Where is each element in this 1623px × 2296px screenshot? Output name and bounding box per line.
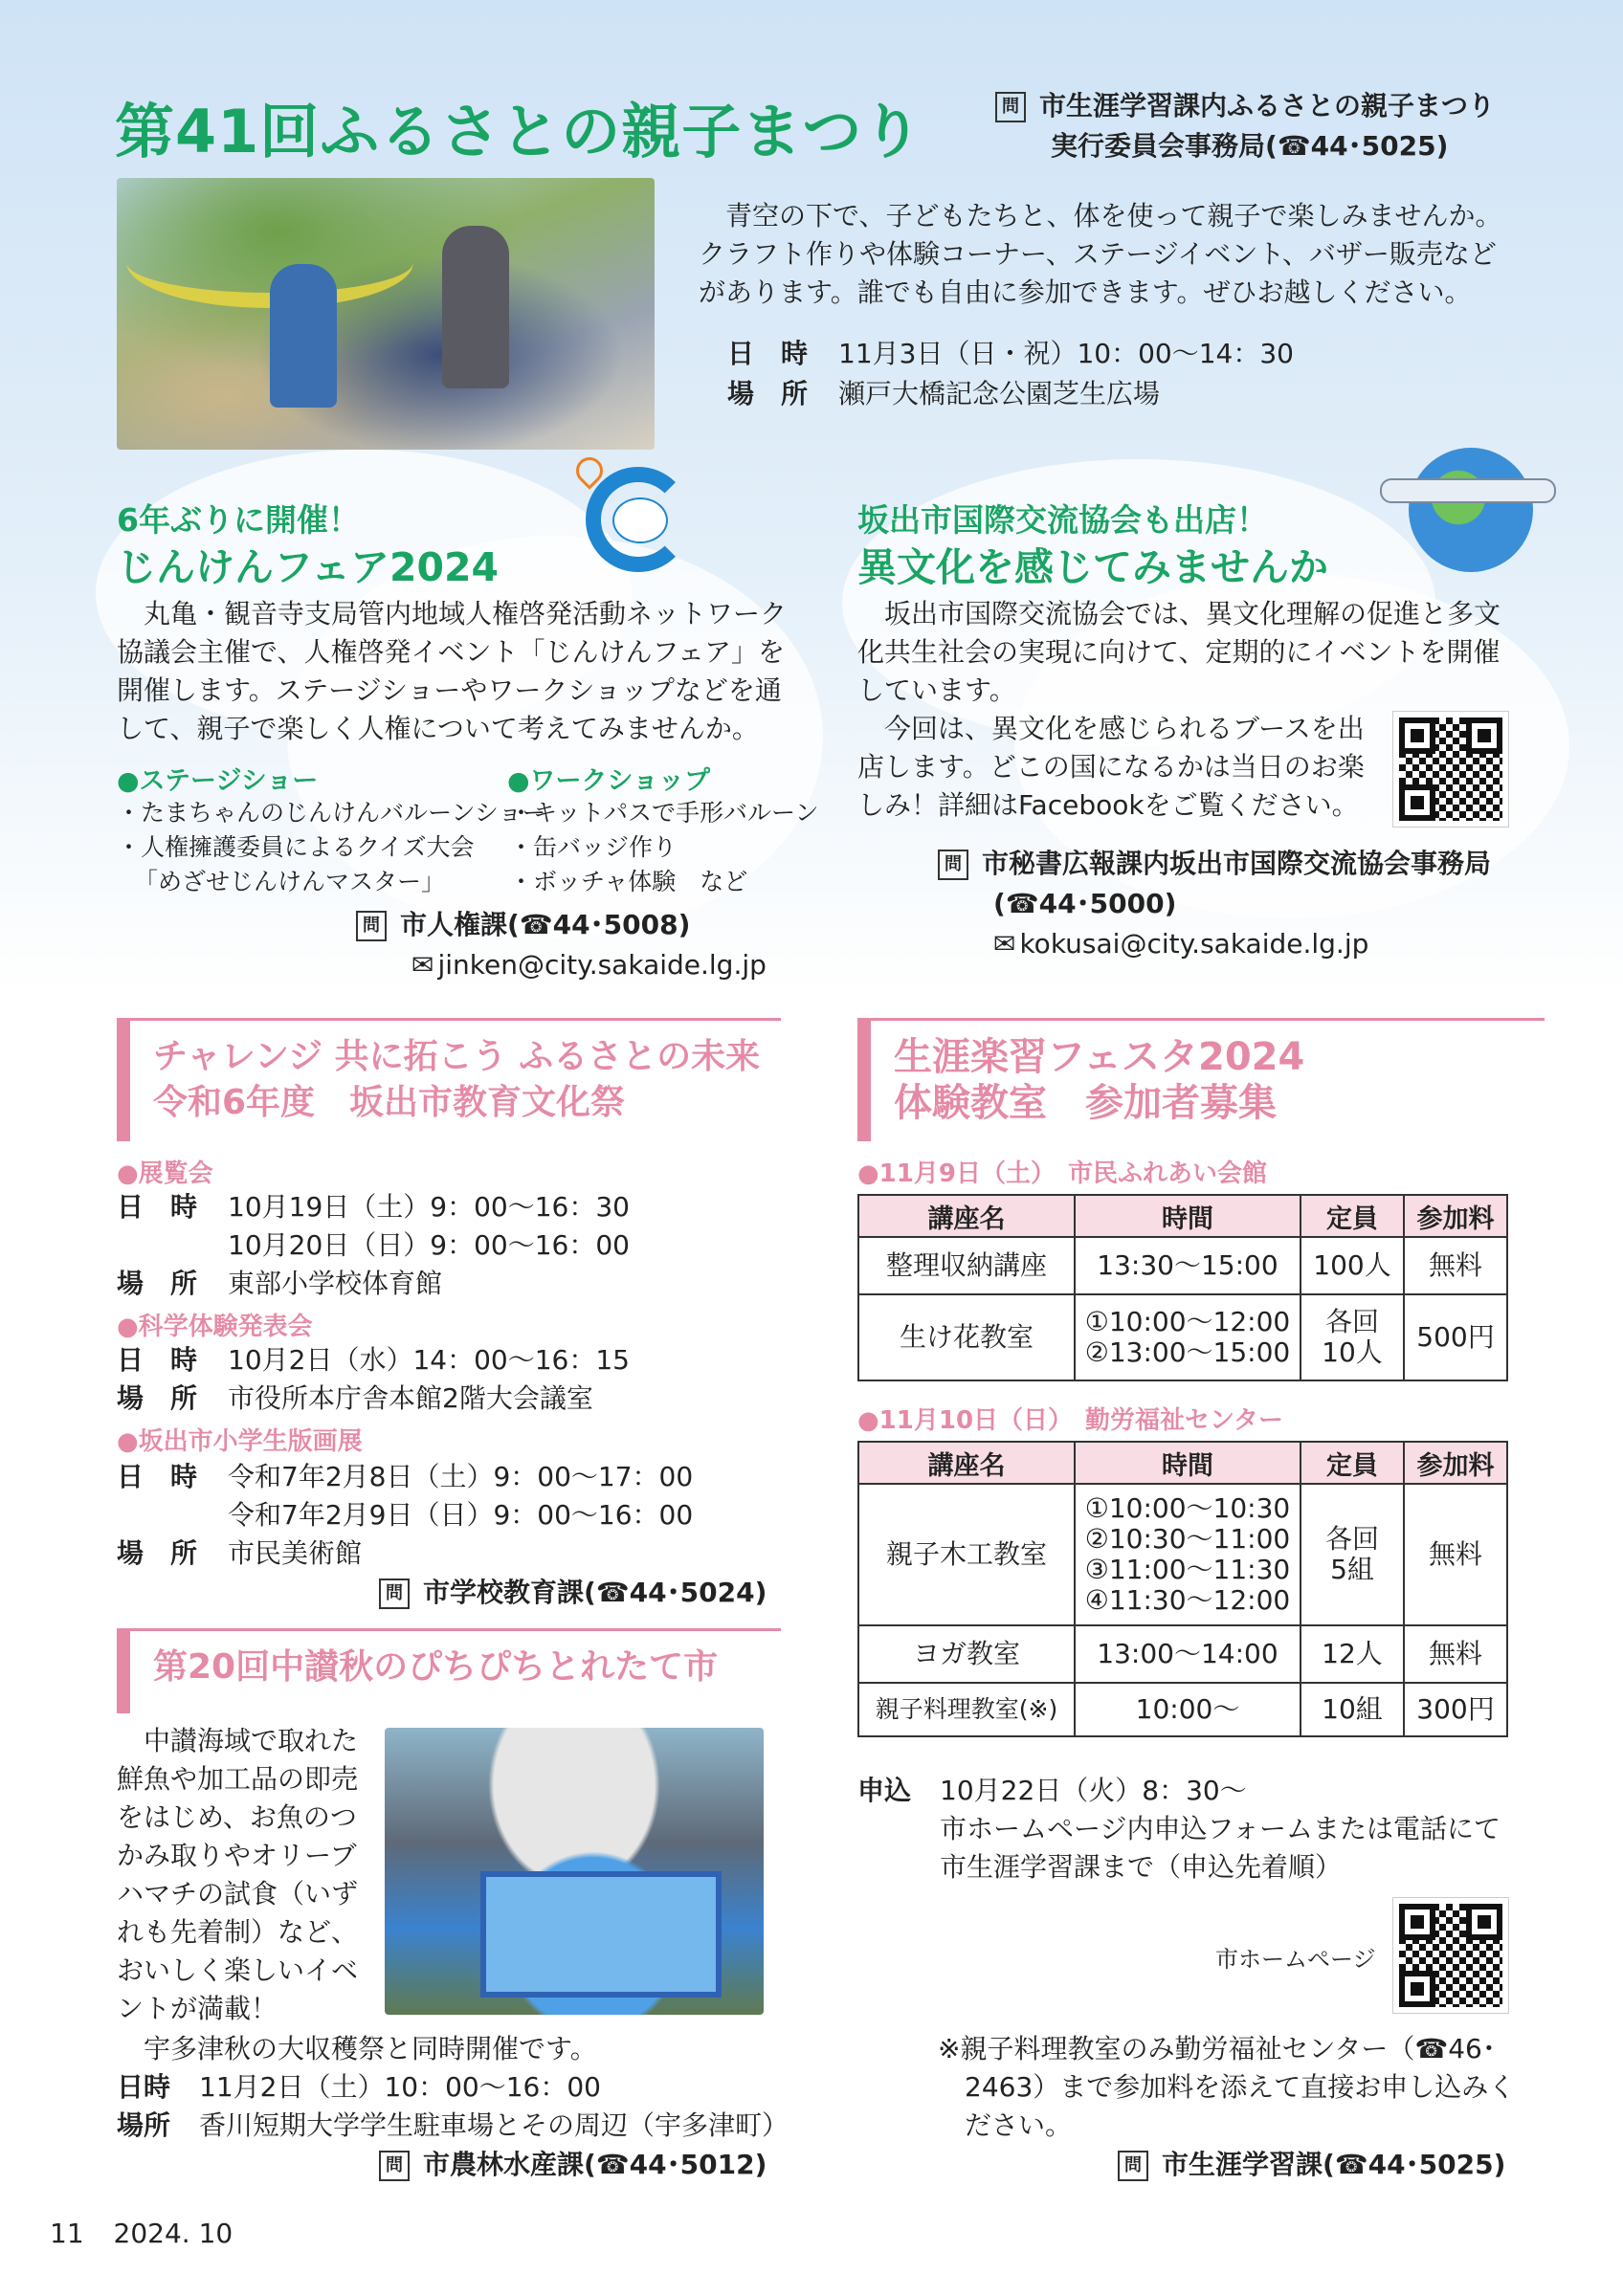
- homepage-qr-code[interactable]: [1393, 1898, 1508, 2013]
- matsuri-contact: 問 市生涯学習課内ふるさとの親子まつり 実行委員会事務局(☎44･5025): [995, 86, 1495, 166]
- facebook-qr-code[interactable]: [1393, 712, 1508, 827]
- festa-contact: 問 市生涯学習課(☎44･5025): [1118, 2145, 1505, 2185]
- festa-day2-table: [857, 1441, 1508, 1737]
- table-header: 参加料: [1404, 1442, 1507, 1484]
- page-footer: [50, 2218, 233, 2249]
- contact-badge: 問: [938, 850, 968, 880]
- table-row: 親子料理教室(※) 10:00～ 10組 300円: [858, 1683, 1507, 1736]
- kokusai-description-2: 今回は、異文化を感じられるブースを出店します。どこの国になるかは当日のお楽しみ！詳細はFacebookをご覧ください。: [857, 713, 1365, 821]
- list-item: ・たまちゃんのじんけんバルーンショー: [117, 799, 546, 827]
- bunka-contact: 問 市学校教育課(☎44･5024): [379, 1573, 767, 1613]
- contact-badge: 問: [379, 1578, 410, 1609]
- matsuri-place: 場 所 瀬戸大橋記念公園芝生広場: [727, 378, 1161, 409]
- print-place: 場 所 市民美術館: [117, 1537, 363, 1569]
- jinken-title: じんけんフェア2024: [117, 544, 500, 590]
- matsuri-description: 青空の下で、子どもたちと、体を使って親子で楽しみませんか。クラフト作りや体験コーナー、ステージイベント、バザー販売などがあります。誰でも自由に参加できます。ぜひお越しください。: [699, 200, 1502, 308]
- ichi-description: 中讃海域で取れた 鮮魚や加工品の即売 をはじめ、お魚のつ かみ取りやオリーブ ハマチの試食（いず れも先着制）など、 おいしく楽しいイベ ントが満載！: [117, 1725, 359, 2024]
- table-header: 時間: [1075, 1195, 1301, 1237]
- festa-apply-method: 市ホームページ内申込フォームまたは電話にて: [940, 1813, 1501, 1844]
- table-header: 定員: [1301, 1195, 1404, 1237]
- market-photo: [385, 1728, 764, 2015]
- jinken-description: 丸亀・観音寺支局管内地域人権啓発活動ネットワーク協議会主催で、人権啓発イベント「じんけんフェア」を開催します。ステージショーやワークショップなどを通して、親子で楽しく人権について考えてみませんか。: [117, 598, 788, 744]
- science-place: 場 所 市役所本庁舎本館2階大会議室: [117, 1382, 593, 1414]
- science-heading: ●科学体験発表会: [117, 1313, 313, 1341]
- festival-photo: [117, 178, 655, 450]
- table-header: 講座名: [858, 1442, 1075, 1484]
- jinken-email[interactable]: ✉ jinken@city.sakaide.lg.jp: [356, 945, 767, 985]
- print-date-2: 令和7年2月9日（日）9：00～16：00: [228, 1499, 694, 1531]
- ichi-contact: 問 市農林水産課(☎44･5012): [379, 2145, 767, 2185]
- matsuri-date: 日 時 11月3日（日・祝）10：00～14：30: [727, 338, 1294, 369]
- festa-apply: 申込 10月22日（火）8：30～: [857, 1775, 1247, 1806]
- festa-day2-heading: ●11月10日（日） 勤労福祉センター: [857, 1406, 1284, 1435]
- exhibit-heading: ●展覧会: [117, 1159, 213, 1188]
- stage-list: [117, 796, 545, 899]
- contact-badge: 問: [1118, 2151, 1148, 2181]
- page-number: 11: [50, 2218, 84, 2249]
- jinken-subtitle: 6年ぶりに開催！: [117, 501, 360, 539]
- table-row: 生け花教室 ①10:00～12:00 ②13:00～15:00 各回 10人 500円: [858, 1294, 1507, 1380]
- festa-note: ※親子料理教室のみ勤労福祉センター（☎46･2463）まで参加料を添えて直接お申し込みください。: [938, 2033, 1516, 2141]
- print-heading: ●坂出市小学生版画展: [117, 1427, 363, 1456]
- table-header: 時間: [1075, 1442, 1301, 1484]
- table-header: 参加料: [1404, 1195, 1507, 1237]
- festa-apply-target: 市生涯学習課まで（申込先着順）: [940, 1851, 1343, 1883]
- list-item: ・キットパスで手形バルーン: [509, 799, 819, 827]
- contact-badge: 問: [995, 92, 1026, 122]
- exhibit-date-2: 10月20日（日）9：00～16：00: [228, 1229, 630, 1261]
- matsuri-title: 第41回ふるさとの親子まつり: [115, 97, 923, 166]
- table-row: 親子木工教室 ①10:00～10:30 ②10:30～11:00 ③11:00～11:30 ④11:30～12:00 各回 5組 無料: [858, 1484, 1507, 1625]
- science-date: 日 時 10月2日（水）14：00～16：15: [117, 1344, 630, 1376]
- festa-day1-table: [857, 1194, 1508, 1381]
- kokusai-description-1: 坂出市国際交流協会では、異文化理解の促進と多文化共生社会の実現に向けて、定期的にイベントを開催しています。: [857, 598, 1501, 706]
- jinken-contact: 問 市人権課(☎44･5008) ✉ jinken@city.sakaide.lg.jp: [356, 905, 767, 985]
- festa-day1-heading: ●11月9日（土） 市民ふれあい会館: [857, 1159, 1267, 1188]
- list-item: ・缶バッジ作り: [509, 833, 678, 861]
- kokusai-title: 異文化を感じてみませんか: [857, 544, 1328, 590]
- list-item: ・ボッチャ体験 など: [509, 868, 748, 895]
- list-item: 「めざせじんけんマスター」: [134, 868, 446, 895]
- workshop-heading: ●ワークショップ: [507, 766, 711, 796]
- print-date: 日 時 令和7年2月8日（土）9：00～17：00: [117, 1461, 694, 1492]
- globe-airplane-illustration: [1370, 419, 1562, 582]
- issue-date: 2024. 10: [113, 2218, 233, 2249]
- ichi-place: 場所 香川短期大学学生駐車場とその周辺（宇多津町）: [117, 2109, 789, 2141]
- workshop-list: [509, 796, 819, 899]
- table-header: 定員: [1301, 1442, 1404, 1484]
- mascot-illustration: [576, 457, 700, 582]
- bunka-heading: チャレンジ 共に拓こう ふるさとの未来 令和6年度 坂出市教育文化祭: [117, 1018, 781, 1141]
- ichi-date: 日時 11月2日（土）10：00～16：00: [117, 2071, 601, 2103]
- homepage-label: 市ホームページ: [1215, 1946, 1376, 1973]
- contact-badge: 問: [356, 911, 387, 941]
- table-row: ヨガ教室 13:00～14:00 12人 無料: [858, 1625, 1507, 1683]
- exhibit-place: 場 所 東部小学校体育館: [117, 1268, 443, 1299]
- table-header: 講座名: [858, 1195, 1075, 1237]
- kokusai-email[interactable]: ✉ kokusai@city.sakaide.lg.jp: [938, 924, 1491, 964]
- list-item: ・人権擁護委員によるクイズ大会: [117, 833, 475, 861]
- stage-heading: ●ステージショー: [117, 766, 319, 796]
- festa-heading: 生涯楽習フェスタ2024 体験教室 参加者募集: [857, 1018, 1545, 1141]
- exhibit-date: 日 時 10月19日（土）9：00～16：30: [117, 1191, 630, 1223]
- ichi-note: 宇多津秋の大収穫祭と同時開催です。: [144, 2033, 597, 2064]
- table-row: 整理収納講座 13:30～15:00 100人 無料: [858, 1237, 1507, 1294]
- ichi-heading: 第20回中讃秋のぴちぴちとれたて市: [117, 1628, 781, 1713]
- kokusai-subtitle: 坂出市国際交流協会も出店！: [857, 501, 1268, 539]
- kokusai-contact: 問 市秘書広報課内坂出市国際交流協会事務局 (☎44･5000) ✉ kokusai@city.sakaide.lg.jp: [938, 844, 1491, 964]
- contact-badge: 問: [379, 2151, 410, 2181]
